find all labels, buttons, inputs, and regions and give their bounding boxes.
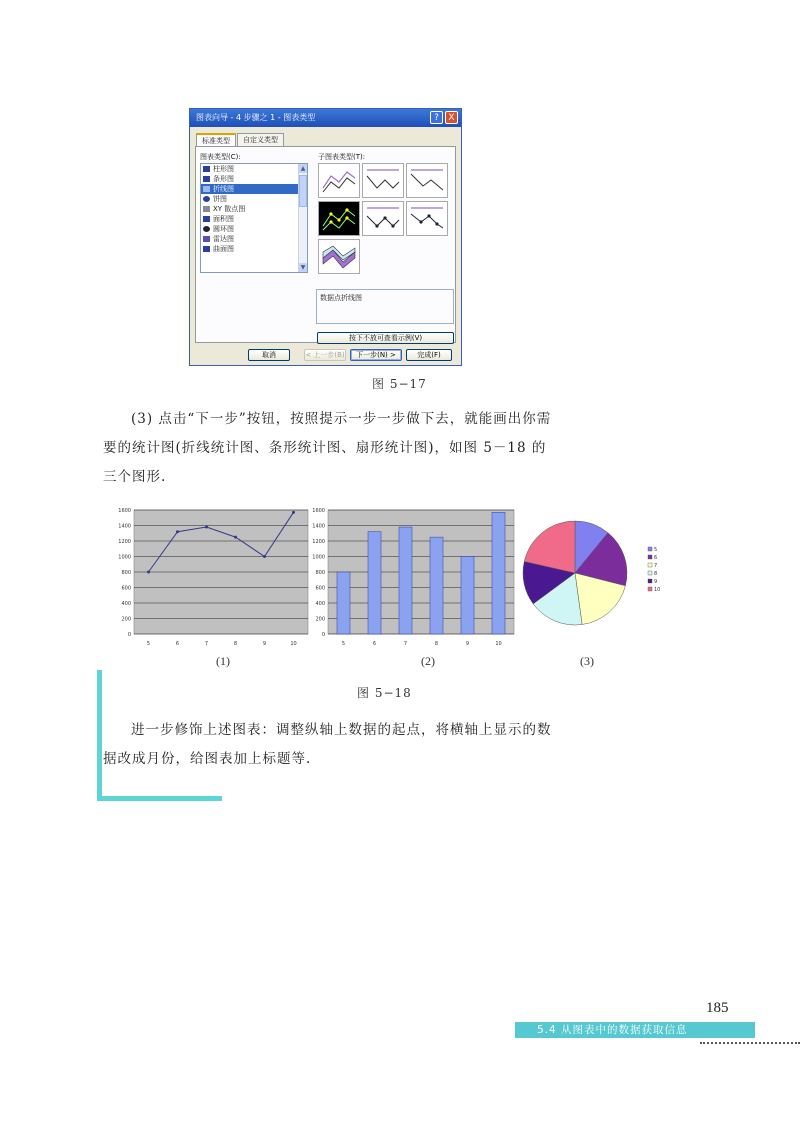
subcaption-2: (2) — [421, 654, 435, 668]
page-number: 185 — [706, 1000, 729, 1016]
y-tick-label: 1200 — [312, 539, 325, 545]
subtype-line[interactable] — [318, 163, 360, 198]
y-tick-label: 200 — [315, 616, 325, 623]
legend-label: 5 — [654, 547, 658, 553]
y-tick-label: 200 — [121, 616, 131, 623]
tab-custom-types[interactable]: 自定义类型 — [237, 133, 284, 147]
x-tick-label: 8 — [434, 641, 439, 647]
subtype-3d-line[interactable] — [318, 239, 360, 274]
y-tick-label: 1600 — [312, 508, 325, 514]
x-tick-label: 9 — [465, 641, 470, 647]
list-item-pie[interactable]: 饼图 — [201, 194, 301, 204]
data-point — [176, 530, 179, 533]
scatter-chart-icon — [203, 206, 210, 212]
x-tick-label: 7 — [204, 641, 209, 647]
data-point — [147, 571, 150, 574]
data-point — [263, 555, 266, 558]
subcaption-1: (1) — [216, 654, 230, 668]
x-tick-label: 10 — [495, 641, 502, 647]
doughnut-chart-icon — [203, 226, 210, 232]
scroll-down-icon[interactable]: ▼ — [300, 264, 306, 271]
list-item-scatter[interactable]: XY 散点图 — [201, 204, 301, 214]
legend-swatch — [648, 571, 652, 575]
x-tick-label: 10 — [290, 641, 297, 647]
subtype-line-markers[interactable] — [318, 201, 360, 236]
legend-swatch — [648, 555, 652, 559]
bar — [337, 572, 350, 634]
surface-chart-icon — [203, 246, 210, 252]
list-item-column[interactable]: 柱形图 — [201, 164, 301, 174]
legend-swatch — [648, 587, 652, 591]
legend-label: 10 — [654, 587, 661, 593]
sidebar-bracket-vertical — [97, 670, 102, 800]
bar-chart-icon — [203, 176, 210, 182]
y-tick-label: 800 — [315, 570, 325, 576]
column-chart-icon — [203, 166, 210, 172]
list-item-surface[interactable]: 曲面图 — [201, 244, 301, 254]
scroll-thumb[interactable] — [299, 175, 307, 207]
subtype-stacked-line-markers[interactable] — [362, 201, 404, 236]
list-item-doughnut[interactable]: 圆环图 — [201, 224, 301, 234]
list-item-radar[interactable]: 雷达图 — [201, 234, 301, 244]
y-tick-label: 0 — [321, 632, 325, 638]
x-tick-label: 8 — [233, 641, 238, 647]
y-tick-label: 1000 — [118, 554, 131, 561]
back-button[interactable]: < 上一步(B) — [305, 351, 345, 359]
legend-label: 9 — [654, 579, 658, 585]
x-tick-label: 5 — [146, 641, 151, 647]
y-tick-label: 800 — [121, 570, 131, 576]
chart-type-list[interactable] — [200, 163, 308, 273]
dialog-title-bar — [190, 109, 461, 127]
paragraph-refine: 进一步修饰上述图表：调整纵轴上数据的起点，将横轴上显示的数据改成月份，给图表加上标题等. — [103, 722, 552, 767]
subtype-description: 数据点折线图 — [320, 294, 362, 302]
legend-label: 6 — [654, 555, 658, 561]
bar-chart-svg — [306, 505, 518, 645]
figure-5-17-caption: 图 5−17 — [372, 377, 427, 391]
subtype-percent-line-markers[interactable] — [406, 201, 448, 236]
line-chart-svg — [112, 505, 312, 645]
list-item-line[interactable]: 折线图 — [201, 184, 301, 194]
sidebar-bracket-horizontal — [97, 796, 222, 801]
figure-5-18-caption: 图 5−18 — [357, 686, 412, 700]
pie-chart-icon — [203, 196, 210, 202]
preview-sample-button[interactable]: 按下不放可查看示例(V) — [317, 332, 454, 344]
finish-button[interactable]: 完成(F) — [406, 349, 452, 361]
x-tick-label: 7 — [403, 641, 408, 647]
footer-section-title: 5.4 从图表中的数据获取信息 — [515, 1022, 755, 1038]
legend-swatch — [648, 579, 652, 583]
list-item-area[interactable]: 面积图 — [201, 214, 301, 224]
tab-standard-types[interactable]: 标准类型 — [196, 133, 236, 147]
line-chart-icon — [203, 186, 210, 192]
dialog-title: 图表向导 - 4 步骤之 1 - 图表类型 — [196, 113, 316, 122]
bar — [461, 557, 474, 635]
close-button[interactable]: X — [445, 111, 458, 124]
cancel-button[interactable]: 取消 — [248, 349, 290, 361]
y-tick-label: 400 — [315, 601, 325, 607]
x-tick-label: 6 — [175, 641, 180, 647]
tab-bar — [196, 133, 285, 147]
bar — [492, 512, 505, 634]
legend-swatch — [648, 547, 652, 551]
area-chart-icon — [203, 216, 210, 222]
x-tick-label: 9 — [262, 641, 267, 647]
y-tick-label: 1000 — [312, 554, 325, 561]
chart-type-label: 图表类型(C): — [200, 153, 241, 161]
data-point — [205, 526, 208, 529]
x-tick-label: 5 — [341, 641, 346, 647]
y-tick-label: 600 — [315, 585, 325, 592]
footer-dots-divider — [700, 1042, 800, 1046]
subcaption-3: (3) — [580, 654, 594, 668]
radar-chart-icon — [203, 236, 210, 242]
bar — [399, 527, 412, 634]
line-chart — [112, 505, 312, 645]
subtype-label: 子图表类型(T): — [318, 153, 366, 161]
bar — [368, 532, 381, 634]
subtype-description-box — [316, 289, 454, 324]
y-tick-label: 1200 — [118, 539, 131, 545]
y-tick-label: 1400 — [118, 523, 131, 530]
y-tick-label: 0 — [127, 632, 131, 638]
legend-swatch — [648, 563, 652, 567]
list-item-bar[interactable]: 条形图 — [201, 174, 301, 184]
bar — [430, 537, 443, 634]
x-tick-label: 6 — [372, 641, 377, 647]
list-scrollbar[interactable] — [298, 164, 307, 272]
y-tick-label: 400 — [121, 601, 131, 607]
y-tick-label: 1400 — [312, 523, 325, 530]
pie-chart — [520, 515, 670, 640]
data-point — [292, 511, 295, 514]
legend-label: 7 — [654, 563, 658, 569]
tab-panel — [195, 146, 456, 343]
subtype-stacked-line[interactable] — [362, 163, 404, 198]
help-button[interactable]: ? — [430, 111, 443, 124]
pie-chart-svg — [520, 515, 670, 640]
bar-chart — [306, 505, 518, 645]
scroll-up-icon[interactable]: ▲ — [300, 165, 306, 172]
data-point — [234, 536, 237, 539]
y-tick-label: 1600 — [118, 508, 131, 514]
next-button[interactable]: 下一步(N) > — [350, 349, 402, 361]
subtype-percent-line[interactable] — [406, 163, 448, 198]
y-tick-label: 600 — [121, 585, 131, 592]
paragraph-step-3: (3) 点击“下一步”按钮，按照提示一步一步做下去，就能画出你需要的统计图(折线统计图、条形统计图、扇形统计图)，如图 5－18 的三个图形. — [103, 411, 552, 485]
legend-label: 8 — [654, 571, 658, 577]
chart-wizard-dialog — [189, 108, 462, 366]
